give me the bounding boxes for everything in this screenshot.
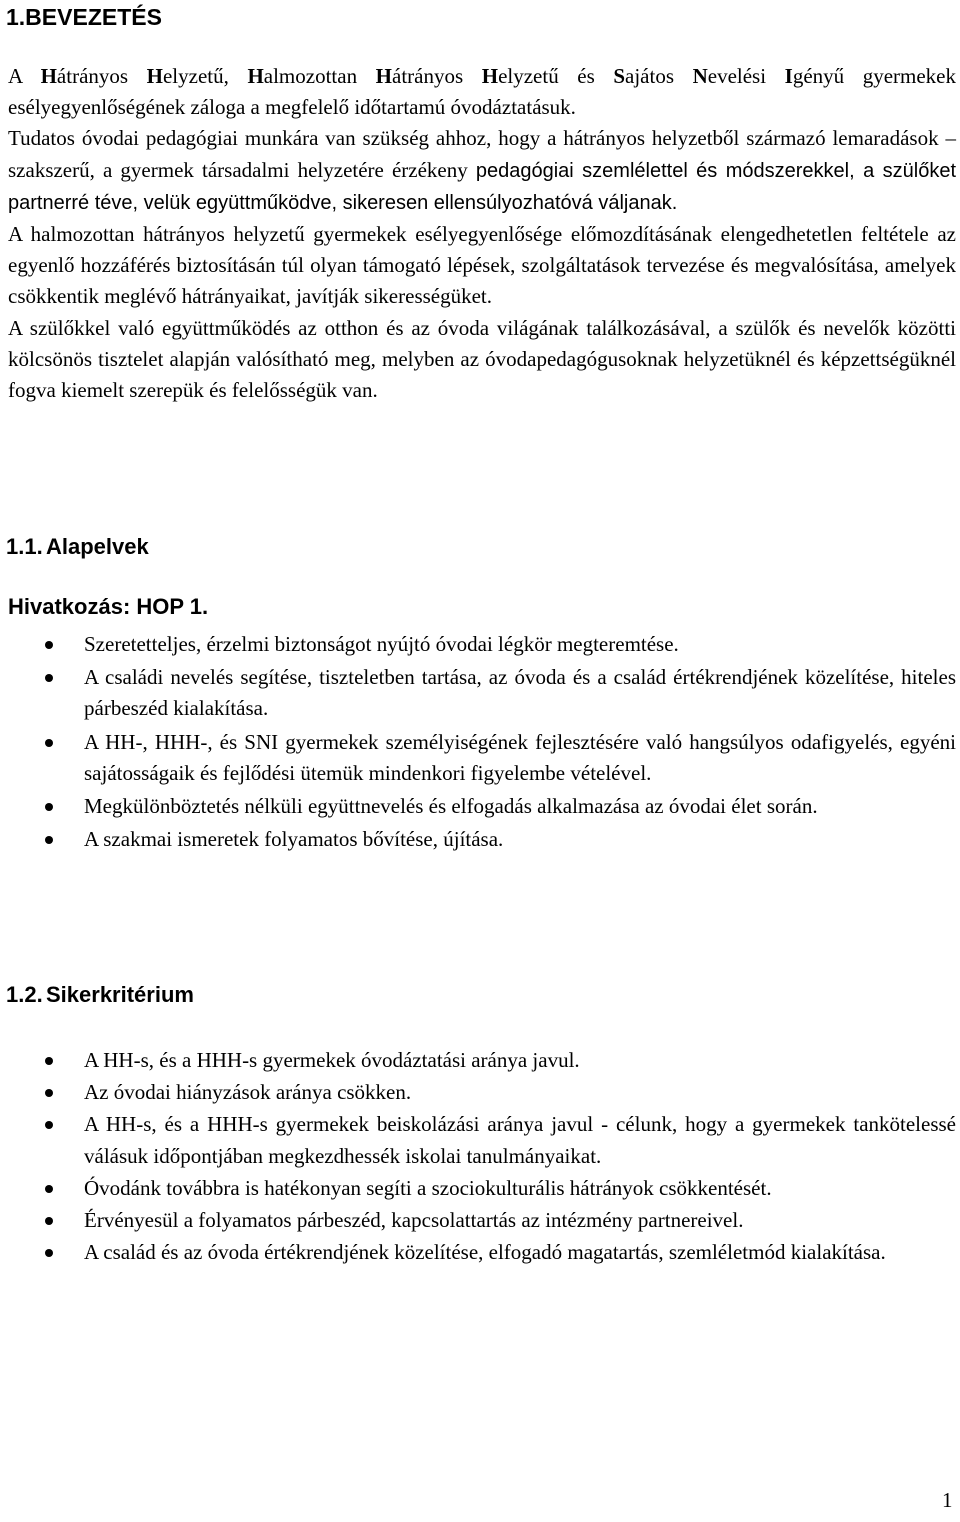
intro-paragraph-3: A halmozottan hátrányos helyzetű gyermekek esélyegyenlősége előmozdításának elengedhetetlen feltétele az egyenlő hozzáférés biztosításán túl olyan támogató lépések, szolgáltatások tervezése és megvalósítása, amelyek csökkentik meglévő hátrányaikat, javítják sikerességüket. bbox=[8, 222, 956, 309]
intro-paragraph-2: Tudatos óvodai pedagógiai munkára van szükség ahhoz, hogy a hátrányos helyzetből származó lemaradások – szakszerű, a gyermek társadalmi helyzetére érzékeny pedagógiai szemlélettel és módszerekkel, a szülőket partnerré téve, velük együttműködve, sikeresen ellensúlyozhatóvá váljanak. bbox=[8, 126, 957, 214]
list-item: Óvodánk továbbra is hatékonyan segíti a szociokulturális hátrányok csökkentését. bbox=[0, 1173, 956, 1204]
bullet-icon bbox=[45, 1057, 53, 1065]
list-item: Megkülönböztetés nélküli együttnevelés és elfogadás alkalmazása az óvodai élet során. bbox=[0, 791, 956, 822]
reference-heading: Hivatkozás: HOP 1. bbox=[8, 594, 209, 619]
section-title: Alapelvek bbox=[46, 534, 149, 559]
section-1-1-heading bbox=[6, 534, 149, 560]
success-criteria-list bbox=[0, 1045, 956, 1268]
bullet-icon bbox=[45, 836, 53, 844]
bullet-icon bbox=[45, 1185, 53, 1193]
intro-paragraph-4: A szülőkkel való együttműködés az otthon és az óvoda világának találkozásával, a szülők és nevelők közötti kölcsönös tisztelet alapján valósítható meg, melyben az óvodapedagógusoknak helyzetüknél és képzettségüknél fogva kiemelt szerepük és felelősségük van. bbox=[8, 315, 956, 403]
principles-list bbox=[0, 629, 956, 855]
list-item: A HH-, HHH-, és SNI gyermekek személyiségének fejlesztésére való hangsúlyos odafigyelés, egyéni sajátosságaik és fejlődési ütemük mindenkori figyelembe vételével. bbox=[0, 727, 956, 789]
bullet-icon bbox=[45, 1217, 53, 1225]
bullet-icon bbox=[45, 1089, 53, 1097]
list-item: A HH-s, és a HHH-s gyermekek beiskolázási aránya javul - célunk, hogy a gyermekek tankötelessé válásuk időpontjában megkezdhessék iskolai tanulmányaikat. bbox=[0, 1109, 956, 1171]
bullet-icon bbox=[45, 1249, 53, 1257]
list-item: Az óvodai hiányzások aránya csökken. bbox=[0, 1077, 956, 1108]
list-item: A HH-s, és a HHH-s gyermekek óvodáztatási aránya javul. bbox=[0, 1045, 956, 1076]
list-item: Szeretetteljes, érzelmi biztonságot nyújtó óvodai légkör megteremtése. bbox=[0, 629, 956, 660]
bullet-icon bbox=[45, 1121, 53, 1129]
intro-paragraph-1: A Hátrányos Helyzetű, Halmozottan Hátrányos Helyzetű és Sajátos Nevelési Igényű gyermekek esélyegyenlőségének záloga a megfelelő időtartamú óvodáztatásuk. bbox=[8, 64, 956, 120]
list-item: A család és az óvoda értékrendjének közelítése, elfogadó magatartás, szemléletmód kialakítása. bbox=[0, 1237, 956, 1268]
page-number: 1 bbox=[942, 1488, 953, 1512]
section-number: 1.1. bbox=[6, 534, 43, 559]
list-item: Érvényesül a folyamatos párbeszéd, kapcsolattartás az intézmény partnereivel. bbox=[0, 1205, 956, 1236]
intro-paragraphs bbox=[8, 61, 956, 406]
bullet-icon bbox=[45, 803, 53, 811]
list-item: A családi nevelés segítése, tiszteletben tartása, az óvoda és a család értékrendjének közelítése, hiteles párbeszéd kialakítása. bbox=[0, 662, 956, 724]
bullet-icon bbox=[45, 674, 53, 682]
section-title: Sikerkritérium bbox=[46, 982, 194, 1007]
bullet-icon bbox=[45, 739, 53, 747]
section-1-2-heading bbox=[6, 982, 194, 1008]
list-item: A szakmai ismeretek folyamatos bővítése, újítása. bbox=[0, 824, 956, 855]
bullet-icon bbox=[45, 641, 53, 649]
chapter-heading: 1.BEVEZETÉS bbox=[6, 4, 162, 30]
section-number: 1.2. bbox=[6, 982, 43, 1007]
